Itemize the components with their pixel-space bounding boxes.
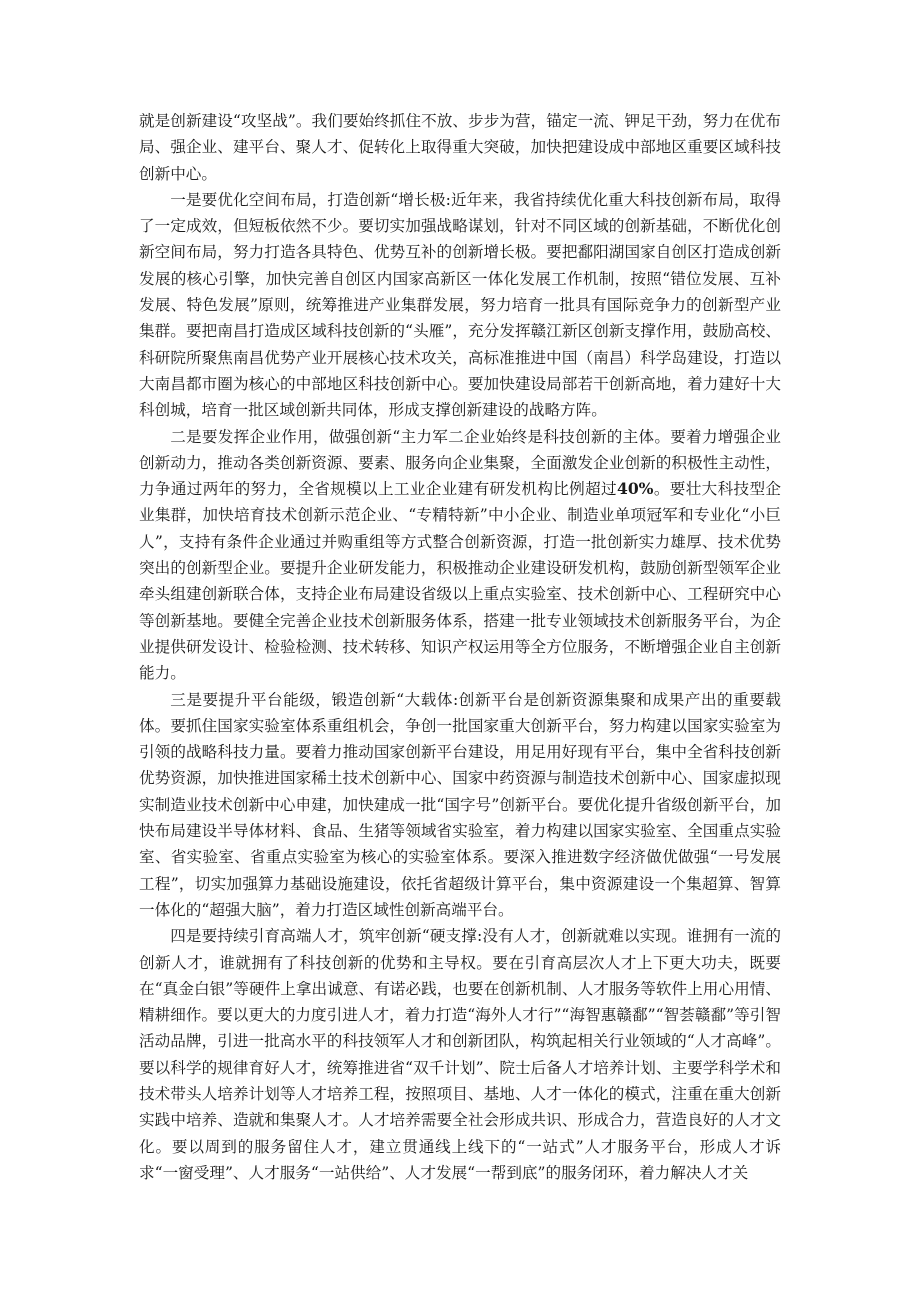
paragraph-enterprise-role [139,424,781,687]
paragraph-intro [139,108,781,187]
paragraph-platform-level [139,687,781,924]
paragraph-text: 二是要发挥企业作用，做强创新“主力军二企业始终是科技创新的主体。要着力增强企业创新动力，推动各类创新资源、要素、服务向企业集聚，全面激发企业创新的积极性主动性，力争通过两年的努力，全省规模以上工业企业建有研发机构比例超过 [139,427,781,499]
document-body [139,108,781,1186]
paragraph-text: 就是创新建设“攻坚战”。我们要始终抓住不放、步步为营，锚定一流、钾足干劲，努力在优布局、强企业、建平台、聚人才、促转化上取得重大突破，加快把建设成中部地区重要区域科技创新中心。 [139,112,781,183]
paragraph-text: 四是要持续引育高端人才，筑牢创新“硬支撑:没有人才，创新就难以实现。谁拥有一流的创新人才，谁就拥有了科技创新的优势和主导权。要在引育高层次人才上下更大功夫，既要在“真金白银”等硬件上拿出诚意、有诺必践，也要在创新机制、人才服务等软件上用心用情、精耕细作。要以更大的力度引进人才，着力打造“海外人才行”“海智惠赣鄱”“智荟赣鄱”等引智活动品牌，引进一批高水平的科技领军人才和创新团队，构筑起相关行业领域的“人才高峰”。要以科学的规律育好人才，统筹推进省“双千计划”、院士后备人才培养计划、主要学科学术和技术带头人培养计划等人才培养工程，按照项目、基地、人才一体化的模式，注重在重大创新实践中培养、造就和集聚人才。人才培养需要全社会形成共识、形成合力，营造良好的人才文化。要以周到的服务留住人才，建立贯通线上线下的“一站式”人才服务平台，形成人才诉求“一窗受理”、人才服务“一站供给”、人才发展“一帮到底”的服务闭环，着力解决人才关 [139,927,781,1182]
paragraph-text: 。要壮大科技型企业集群，加快培育技术创新示范企业、“专精特新”中小企业、制造业单项冠军和专业化“小巨人”，支持有条件企业通过并购重组等方式整合创新资源，打造一批创新实力雄厚、技术优势突出的创新型企业。要提升企业研发能力，积极推动企业建设研发机构，鼓励创新型领军企业牵头组建创新联合体，支持企业布局建设省级以上重点实验室、技术创新中心、工程研究中心等创新基地。要健全完善企业技术创新服务体系，搭建一批专业领域技术创新服务平台，为企业提供研发设计、检验检测、技术转移、知识产权运用等全方位服务，不断增强企业自主创新能力。 [139,480,781,683]
percentage-figure: 40% [616,479,654,499]
paragraph-talent [139,923,781,1186]
paragraph-spatial-layout [139,187,781,424]
paragraph-text: 一是要优化空间布局，打造创新“增长极:近年来，我省持续优化重大科技创新布局，取得了一定成效，但短板依然不少。要切实加强战略谋划，针对不同区域的创新基础，不断优化创新空间布局，努力打造各具特色、优势互补的创新增长极。要把鄱阳湖国家自创区打造成创新发展的核心引擎，加快完善自创区内国家高新区一体化发展工作机制，按照“错位发展、互补发展、特色发展”原则，统筹推进产业集群发展，努力培育一批具有国际竞争力的创新型产业集群。要把南昌打造成区域科技创新的“头雁”，充分发挥赣江新区创新支撑作用，鼓励高校、科研院所聚焦南昌优势产业开展核心技术攻关，高标准推进中国（南昌）科学岛建设，打造以大南昌都市圈为核心的中部地区科技创新中心。要加快建设局部若干创新高地，着力建好十大科创城，培育一批区域创新共同体，形成支撑创新建设的战略方阵。 [139,190,781,420]
paragraph-text: 三是要提升平台能级，锻造创新“大载体:创新平台是创新资源集聚和成果产出的重要载体。要抓住国家实验室体系重组机会，争创一批国家重大创新平台，努力构建以国家实验室为引领的战略科技力量。要着力推动国家创新平台建设，用足用好现有平台，集中全省科技创新优势资源，加快推进国家稀土技术创新中心、国家中药资源与制造技术创新中心、国家虚拟现实制造业技术创新中心申建，加快建成一批“国字号”创新平台。要优化提升省级创新平台，加快布局建设半导体材料、食品、生猪等领域省实验室，着力构建以国家实验室、全国重点实验室、省实验室、省重点实验室为核心的实验室体系。要深入推进数字经济做优做强“一号发展工程”，切实加强算力基础设施建设，依托省超级计算平台，集中资源建设一个集超算、智算一体化的“超强大脑”，着力打造区域性创新高端平台。 [139,690,781,919]
